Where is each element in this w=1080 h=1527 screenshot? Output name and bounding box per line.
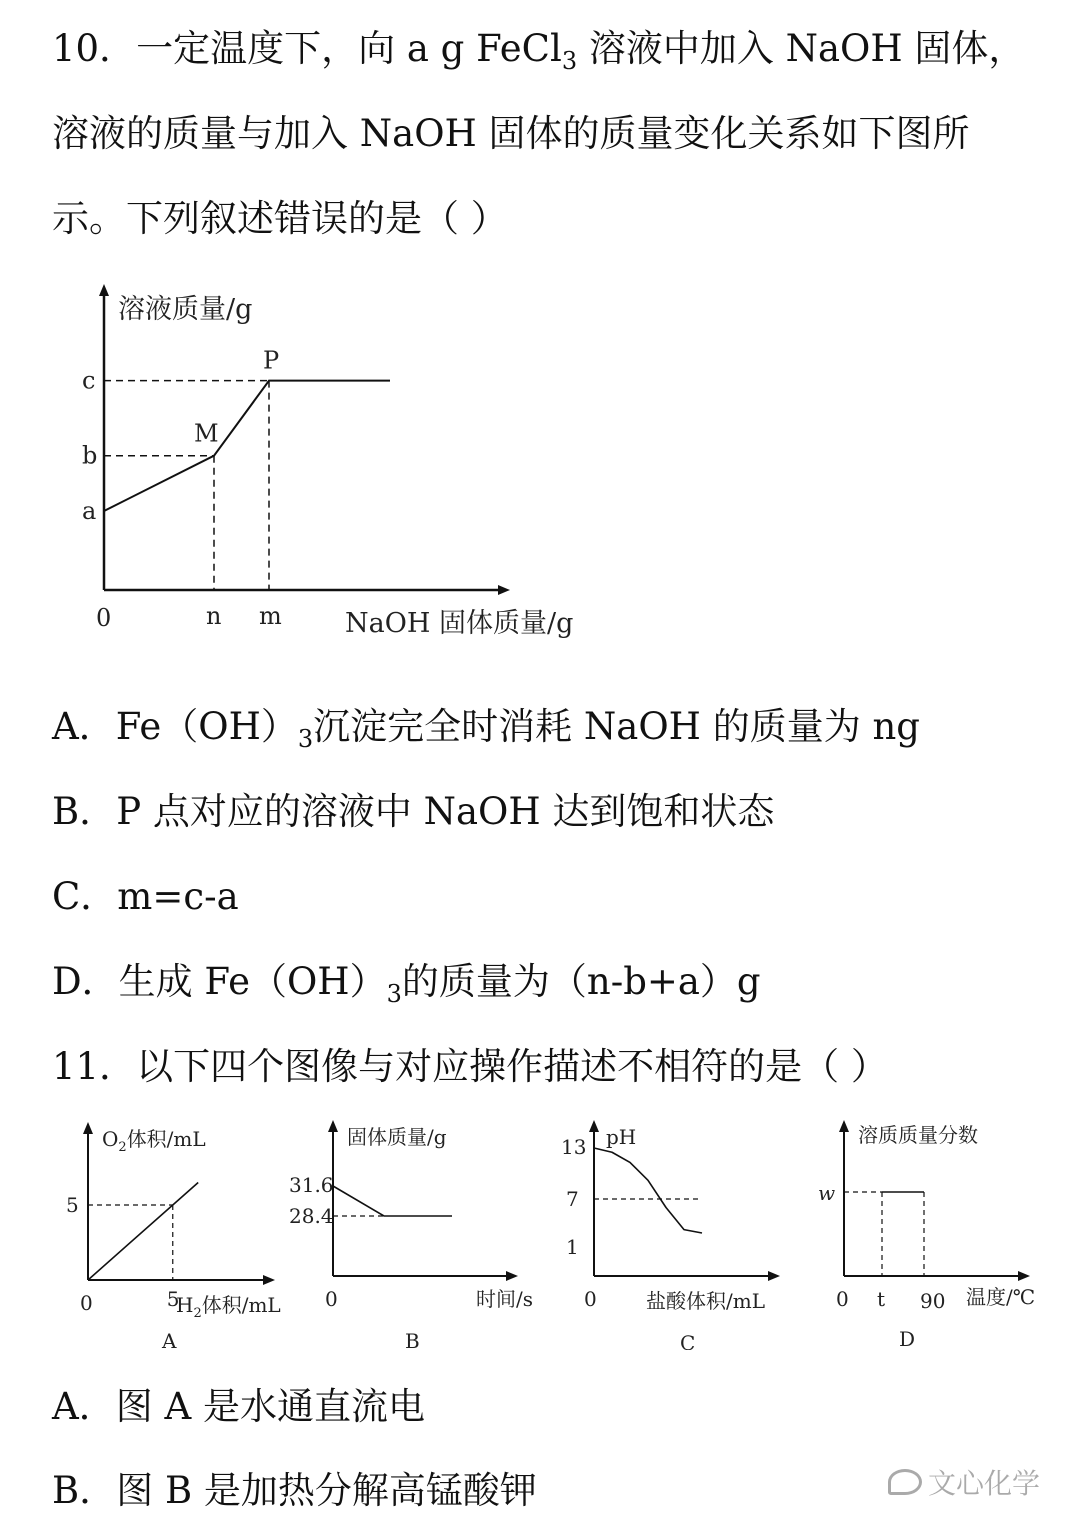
- q10-y-tick-label: c: [82, 366, 96, 395]
- q11a-y-arrow: [83, 1122, 93, 1134]
- q11c-data-curve: [594, 1148, 702, 1233]
- q11a-name: A: [162, 1329, 177, 1350]
- q11c-x-axis-label: 盐酸体积/mL: [646, 1289, 765, 1313]
- q11d-x-tick-label: 90: [920, 1289, 946, 1313]
- q11a-y-axis-label: $O_2$体积/mL: [102, 1127, 206, 1155]
- q11a-x-tick-label: 5: [166, 1287, 180, 1311]
- q11c-origin-label: 0: [584, 1287, 597, 1311]
- q11b-x-axis-label: 时间/s: [476, 1287, 534, 1311]
- wechat-icon: [888, 1469, 922, 1495]
- q11d-x-axis-label: 温度/℃: [966, 1285, 1036, 1309]
- q11-option-a: A．图 A 是水通直流电: [52, 1385, 425, 1428]
- q11-stem: 11．以下四个图像与对应操作描述不相符的是（ ）: [52, 1045, 888, 1088]
- q11b-y-tick-label: 31.6: [289, 1173, 334, 1197]
- q10-stem-line3: 示。下列叙述错误的是（ ）: [52, 197, 508, 240]
- q11d-y-tick-label: w: [818, 1181, 836, 1205]
- q11c-y-tick-label: 7: [566, 1187, 579, 1211]
- q11b-origin-label: 0: [325, 1287, 338, 1311]
- q10-option-b: B．P 点对应的溶液中 NaOH 达到饱和状态: [52, 790, 775, 833]
- q11d-name: D: [899, 1327, 916, 1350]
- watermark: 文心化学: [888, 1462, 1040, 1502]
- q11c-y-tick-label: 13: [561, 1135, 587, 1159]
- q10-option-d: D．生成 $Fe(OH)_3$的质量为（n-b+a）g: [52, 960, 761, 1008]
- q10-stem-line1: 10．一定温度下，向 a g FeCl$_3$ 溶液中加入 NaOH 固体，: [52, 27, 1026, 75]
- q10-x-axis-label: NaOH 固体质量/g: [345, 608, 574, 639]
- q11b-y-axis-label: 固体质量/g: [347, 1125, 447, 1149]
- q11a-data-line: [88, 1183, 198, 1281]
- q10-y-axis-label: 溶液质量/g: [118, 294, 253, 325]
- q11c-name: C: [680, 1331, 696, 1350]
- q10-option-c: C．m=c-a: [52, 875, 239, 918]
- q11d-x-tick-label: t: [877, 1287, 886, 1311]
- q11a-x-arrow: [263, 1275, 275, 1285]
- q10-y-arrow: [99, 284, 109, 296]
- q10-point-m-label: M: [194, 419, 219, 448]
- q11b-y-arrow: [328, 1120, 338, 1132]
- q11a-y-tick-label: 5: [66, 1193, 79, 1217]
- q10-y-tick-label: b: [82, 441, 98, 470]
- q10-x-arrow: [498, 585, 510, 595]
- q11a-x-axis-label: $H_2$体积/mL: [176, 1293, 281, 1321]
- q11c-y-tick-label: 1: [566, 1235, 579, 1259]
- q11d-y-axis-label: 溶质质量分数: [858, 1123, 978, 1147]
- q10-data-line: [104, 381, 390, 511]
- q10-point-p-label: P: [263, 346, 280, 375]
- q10-x-tick-label: n: [206, 602, 222, 630]
- q11c-x-arrow: [768, 1271, 780, 1281]
- q11c-y-axis-label: pH: [606, 1125, 637, 1149]
- q11b-name: B: [405, 1329, 420, 1350]
- q11b-y-tick-label: 28.4: [289, 1204, 334, 1228]
- q10-stem-line2: 溶液的质量与加入 NaOH 固体的质量变化关系如下图所: [52, 112, 970, 155]
- q11d-origin-label: 0: [836, 1287, 849, 1311]
- q10-origin-label: 0: [96, 604, 112, 632]
- q10-chart: [60, 280, 620, 650]
- q11c-y-arrow: [589, 1120, 599, 1132]
- q11b-data-line: [333, 1186, 452, 1216]
- q11-option-b: B．图 B 是加热分解高锰酸钾: [52, 1469, 537, 1512]
- q11-charts: [0, 1110, 1080, 1350]
- q11d-x-arrow: [1018, 1271, 1030, 1281]
- q10-option-a: A．$Fe(OH)_3$沉淀完全时消耗 NaOH 的质量为 ng: [52, 705, 920, 753]
- q11b-x-arrow: [506, 1271, 518, 1281]
- q11a-origin-label: 0: [80, 1291, 93, 1315]
- q10-y-tick-label: a: [82, 497, 97, 525]
- q10-x-tick-label: m: [259, 602, 282, 630]
- q11d-y-arrow: [839, 1120, 849, 1132]
